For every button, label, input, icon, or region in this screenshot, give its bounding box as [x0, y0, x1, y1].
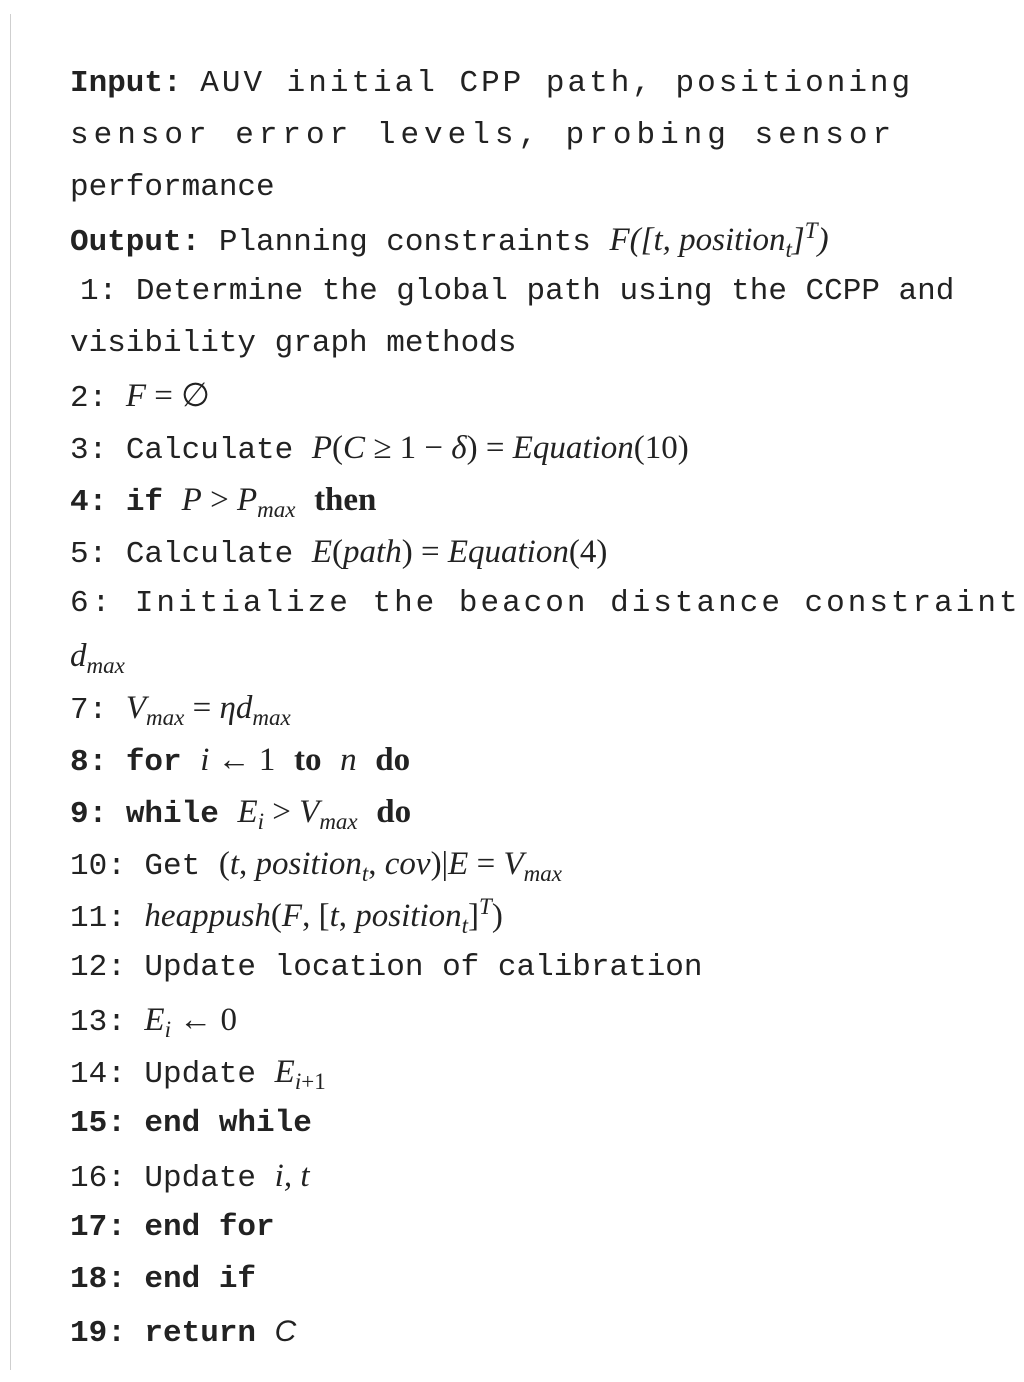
step-8: [70, 734, 1020, 786]
step-text: Update location of calibration: [144, 950, 703, 985]
step-text: Update: [144, 1161, 257, 1196]
algorithm-block: [70, 58, 1020, 1358]
step-17: [70, 1202, 1020, 1254]
step-number: 5:: [70, 537, 108, 572]
step-number: 4:: [70, 485, 108, 520]
step-keyword-do: do: [376, 794, 412, 830]
step-6-continued: [70, 630, 1020, 682]
step-keyword: while: [125, 797, 219, 832]
step-number: 15:: [70, 1106, 126, 1141]
step-keyword: return: [144, 1316, 257, 1351]
input-line-1: [70, 58, 1020, 110]
step-keyword-to: to: [294, 742, 322, 778]
step-14: [70, 1046, 1020, 1098]
step-number: 11:: [70, 901, 126, 936]
step-6: [70, 578, 1020, 630]
step-10: [70, 838, 1020, 890]
step-keyword: end if: [144, 1262, 257, 1297]
step-text: Calculate: [125, 537, 294, 572]
step-1-continued: [70, 318, 1020, 370]
output-expression: F([t, position$_t$]$^T$): [609, 218, 829, 262]
step-expression: $E_i > V_{max}$: [237, 794, 358, 834]
step-number: 12:: [70, 950, 126, 985]
step-expression: heappush(F, [t, position$_t$]$^T$): [144, 894, 503, 938]
left-border-rule: [10, 14, 11, 1370]
step-text: Calculate: [125, 433, 294, 468]
step-3: [70, 422, 1020, 474]
output-line: [70, 214, 1020, 266]
step-5: [70, 526, 1020, 578]
step-15: [70, 1098, 1020, 1150]
step-number: 18:: [70, 1262, 126, 1297]
step-number: 10:: [70, 849, 126, 884]
step-expression: $E_i$ ← 0: [144, 1002, 237, 1042]
step-keyword: end while: [144, 1106, 312, 1141]
step-number: 7:: [70, 693, 108, 728]
step-1: [70, 266, 1020, 318]
step-12: [70, 942, 1020, 994]
step-2: 2: F = ∅: [70, 378, 210, 416]
step-expression: F: [125, 378, 146, 414]
step-expression: P(C ≥ 1 − δ) = Equation(10): [311, 430, 689, 466]
step-18: [70, 1254, 1020, 1306]
step-19: [70, 1306, 1020, 1358]
step-expression: $d_{max}$: [70, 638, 125, 678]
step-number: 1:: [80, 274, 118, 309]
step-keyword: if: [125, 485, 164, 520]
step-number: 9:: [70, 797, 108, 832]
step-expression-n: n: [340, 742, 357, 778]
step-text: visibility graph methods: [70, 326, 517, 361]
step-text: Determine the global path using the CCPP and: [135, 274, 955, 309]
step-number: 2:: [70, 381, 108, 416]
step-number: 13:: [70, 1005, 126, 1040]
step-number: 6:: [70, 586, 114, 621]
input-text-3: performance: [70, 170, 275, 205]
step-expression: i, t: [274, 1158, 310, 1194]
step-text: C: [274, 1315, 297, 1348]
step-16: [70, 1150, 1020, 1202]
step-expression: (t, position$_t$, $cov)|E = V_{max}$: [218, 846, 562, 886]
input-line-2: [70, 110, 1020, 162]
step-expression: i ← 1: [200, 742, 276, 778]
step-keyword-then: then: [314, 482, 377, 518]
step-keyword: for: [125, 745, 182, 780]
step-expression: $E_{i+1}$: [274, 1054, 326, 1094]
step-number: 16:: [70, 1161, 126, 1196]
step-text: Get: [144, 849, 201, 884]
step-expression: $P > P_{max}$: [181, 482, 296, 522]
input-line-3: [70, 162, 1020, 214]
step-7: [70, 682, 1020, 734]
step-4: [70, 474, 1020, 526]
step-number: 17:: [70, 1210, 126, 1245]
input-text-2: sensor error levels, probing sensor: [70, 118, 897, 153]
step-text: Initialize the beacon distance constraint: [134, 586, 1021, 621]
step-number: 19:: [70, 1316, 126, 1351]
step-expression: $V_{max} = \eta d_{max}$: [125, 690, 291, 730]
step-number: 3:: [70, 433, 108, 468]
input-text-1: AUV initial CPP path, positioning: [200, 66, 914, 101]
output-text: Planning constraints: [218, 225, 591, 260]
step-expression: E(path) = Equation(4): [311, 534, 608, 570]
step-11: [70, 890, 1020, 942]
step-9: [70, 786, 1020, 838]
output-label: Output:: [70, 225, 201, 260]
step-keyword-do: do: [375, 742, 411, 778]
step-number: 14:: [70, 1057, 126, 1092]
step-text: Update: [144, 1057, 257, 1092]
step-keyword: end for: [144, 1210, 275, 1245]
step-13: [70, 994, 1020, 1046]
input-label: Input:: [70, 66, 182, 101]
step-number: 8:: [70, 745, 108, 780]
